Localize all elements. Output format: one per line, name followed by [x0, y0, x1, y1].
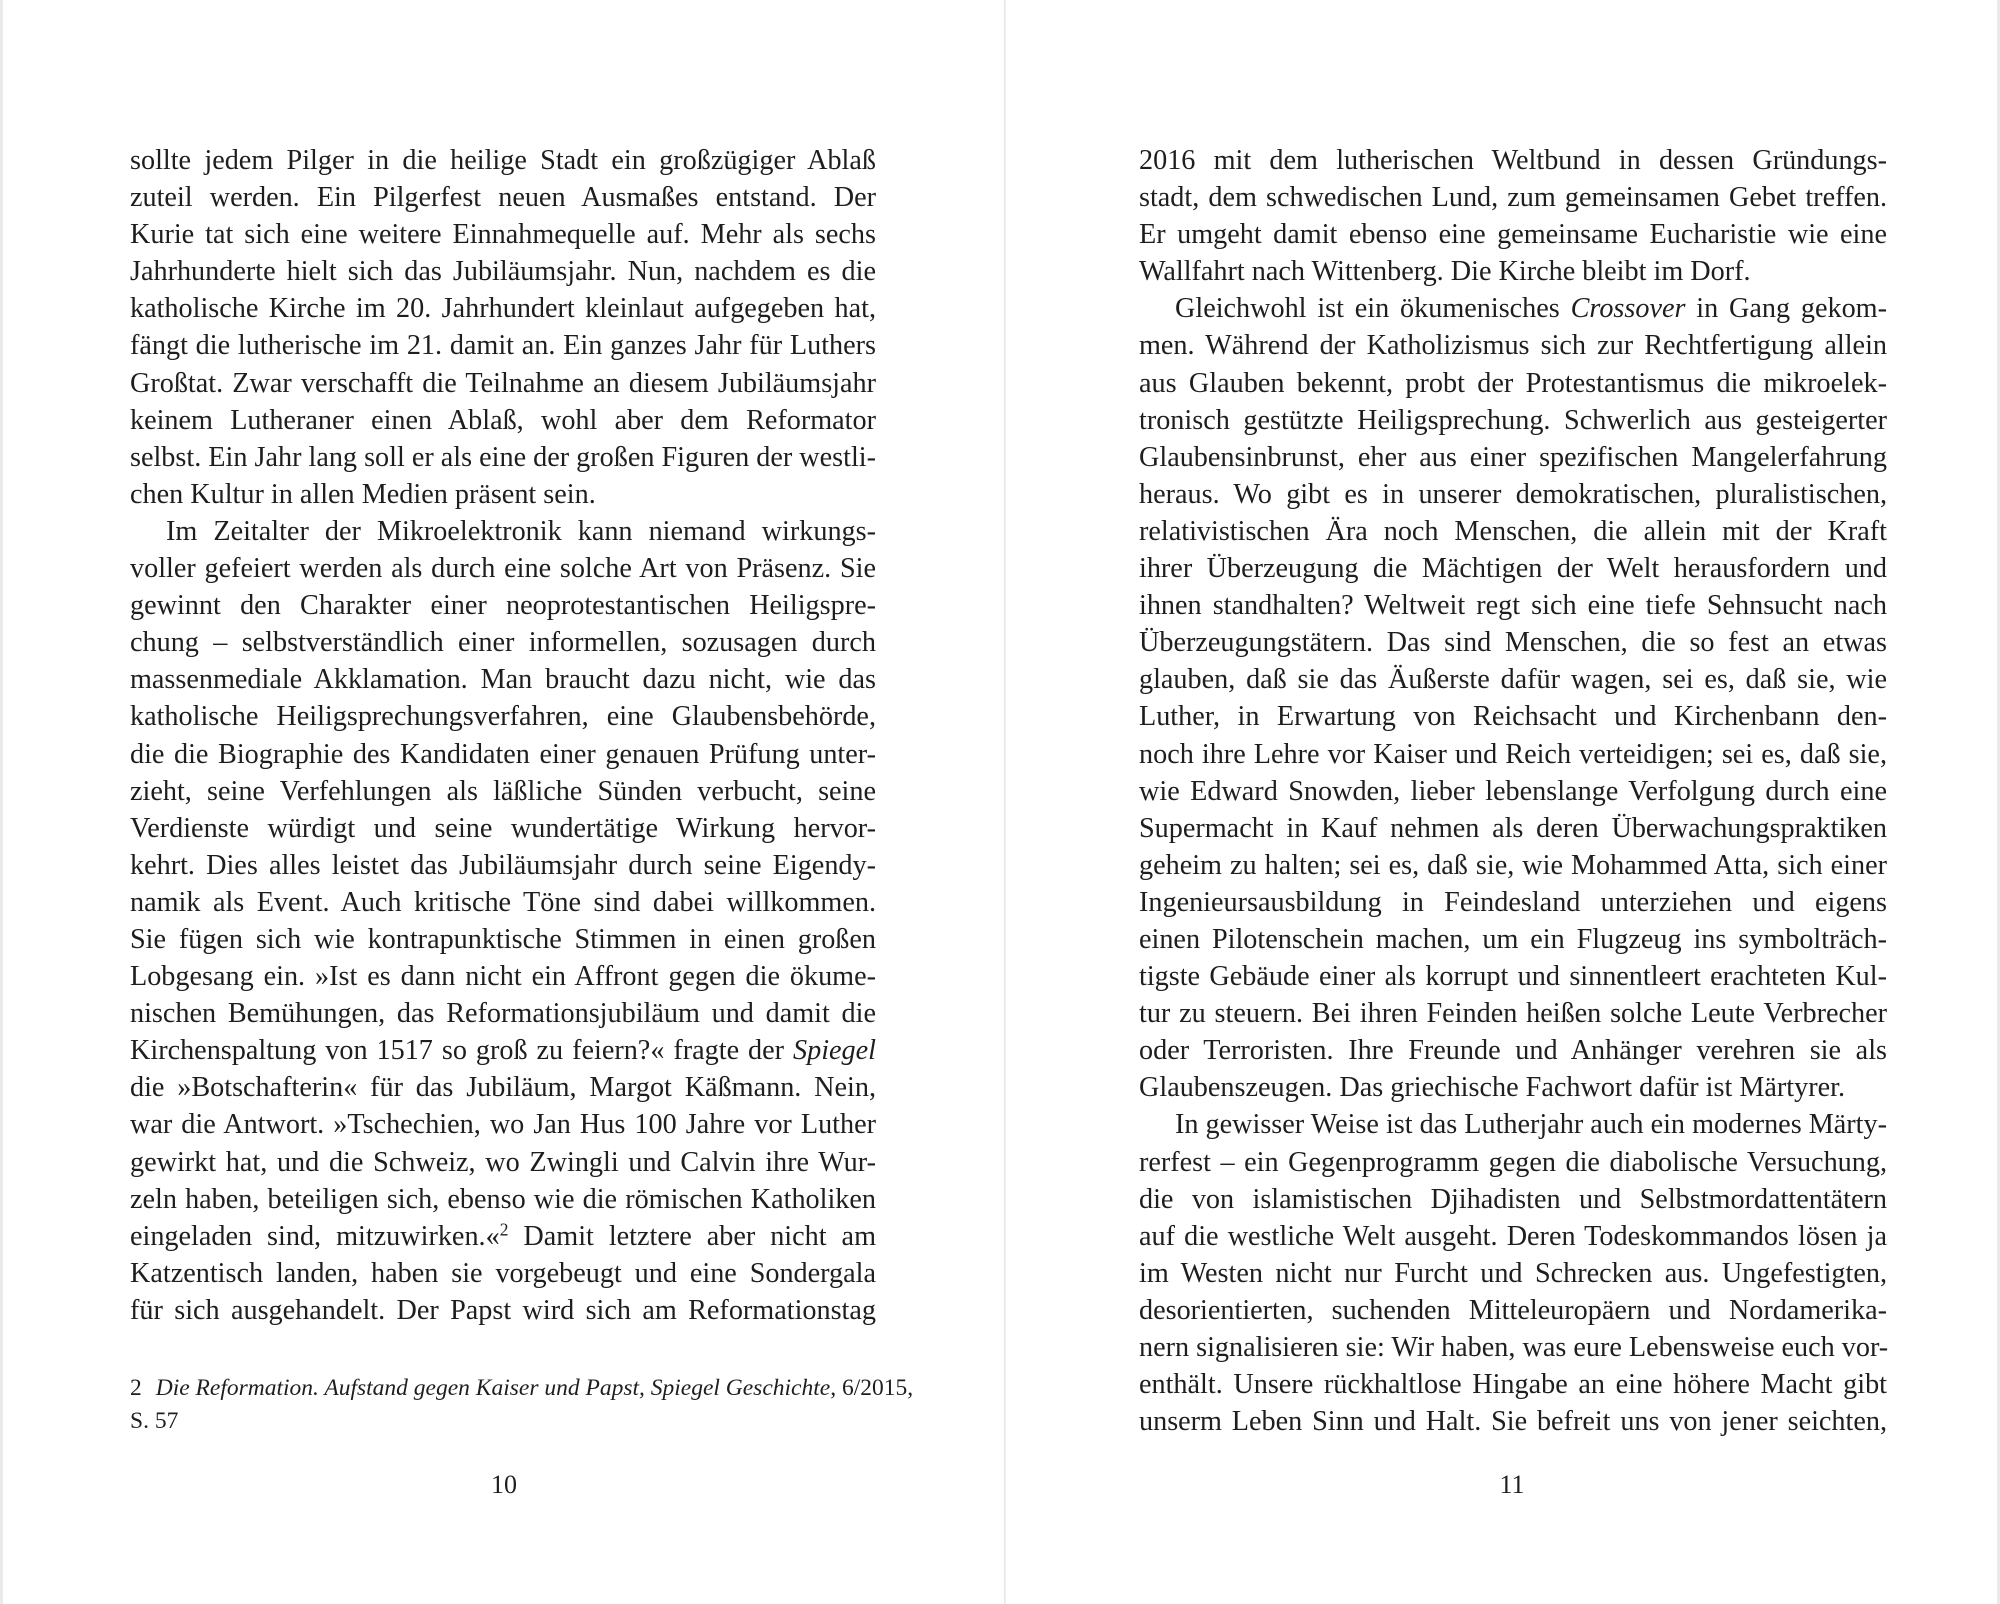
text-line: Großtat. Zwar verschafft die Teilnahme an diesem Jubiläumsjahr [130, 367, 876, 399]
text-line: Lobgesang ein. »Ist es dann nicht ein Affront gegen die ökume- [130, 961, 876, 993]
text-line: Luther, in Erwartung von Reichsacht und Kirchenbann den- [1139, 701, 1887, 733]
text-line: geheim zu halten; sei es, daß sie, wie Mohammed Atta, sich einer [1139, 849, 1887, 881]
left-page-body [130, 142, 876, 1329]
footnote-line: S. 57 [130, 1408, 179, 1434]
footnote-reference: 2 [499, 1219, 509, 1240]
footnote-text: , 6/2015, [830, 1375, 914, 1401]
italic-run: Spiegel [793, 1035, 876, 1067]
text-line: nischen Bemühungen, das Reformationsjubiläum und damit die [130, 998, 876, 1030]
text-line: Kurie tat sich eine weitere Einnahmequelle auf. Mehr als sechs [130, 219, 876, 251]
text-line: war die Antwort. »Tschechien, wo Jan Hus 100 Jahre vor Luther [130, 1109, 876, 1141]
text-line: Wallfahrt nach Wittenberg. Die Kirche bleibt im Dorf. [1139, 256, 1751, 288]
text-line: die die Biographie des Kandidaten einer genauen Prüfung unter- [130, 738, 876, 770]
text-line: auf die westliche Welt ausgeht. Deren Todeskommandos lösen ja [1139, 1220, 1887, 1252]
text-line: noch ihre Lehre vor Kaiser und Reich verteidigen; sei es, daß sie, [1139, 738, 1887, 770]
text-line: voller gefeiert werden als durch eine solche Art von Präsenz. Sie [130, 553, 876, 585]
text-line: relativistischen Ära noch Menschen, die allein mit der Kraft [1139, 515, 1887, 547]
text-line: fängt die lutherische im 21. damit an. Ein ganzes Jahr für Luthers [130, 330, 876, 362]
text-line: ihnen standhalten? Weltweit regt sich eine tiefe Sehnsucht nach [1139, 590, 1887, 622]
footnote [130, 1372, 914, 1438]
text-line: katholische Heiligsprechungsverfahren, eine Glaubensbehörde, [130, 701, 876, 733]
text-line: Im Zeitalter der Mikroelektronik kann niemand wirkungs- [166, 515, 876, 547]
text-line: namik als Event. Auch kritische Töne sind dabei willkommen. [130, 886, 876, 918]
text-line: chung – selbstverständlich einer informellen, sozusagen durch [130, 627, 876, 659]
text-line: ihrer Überzeugung die Mächtigen der Welt herausfordern und [1139, 553, 1887, 585]
text-line: massenmediale Akklamation. Man braucht dazu nicht, wie das [130, 664, 876, 696]
text-line: Glaubenszeugen. Das griechische Fachwort dafür ist Märtyrer. [1139, 1072, 1846, 1104]
text-line: selbst. Ein Jahr lang soll er als eine der großen Figuren der westli- [130, 441, 876, 473]
text-line: wie Edward Snowden, lieber lebenslange Verfolgung durch eine [1139, 775, 1887, 807]
right-page [1006, 0, 2000, 1604]
text-line: die von islamistischen Djihadisten und Selbstmordattentätern [1139, 1183, 1887, 1215]
text-line: unserm Leben Sinn und Halt. Sie befreit uns von jener seichten, [1139, 1406, 1887, 1438]
text-line: einen Pilotenschein machen, um ein Flugzeug ins symbolträch- [1139, 923, 1887, 955]
text-line: Überzeugungstätern. Das sind Menschen, die so fest an etwas [1139, 627, 1887, 659]
text-line: Glaubensinbrunst, eher aus einer spezifischen Mangelerfahrung [1139, 441, 1887, 473]
footnote-title: Die Reformation. Aufstand gegen Kaiser und Papst, Spiegel Geschichte [155, 1375, 831, 1401]
text-line: keinem Lutheraner einen Ablaß, wohl aber dem Reformator [130, 404, 876, 436]
text-line: Sie fügen sich wie kontrapunktische Stimmen in einen großen [130, 923, 876, 955]
text-line [130, 1218, 876, 1255]
text-line: Er umgeht damit ebenso eine gemeinsame Eucharistie wie eine [1139, 219, 1887, 251]
text-line [1139, 290, 1887, 327]
text-run: Gleichwohl ist ein ökumenisches [1175, 293, 1571, 325]
text-line: für sich ausgehandelt. Der Papst wird sich am Reformationstag [130, 1294, 876, 1326]
text-line: enthält. Unsere rückhaltlose Hingabe an eine höhere Macht gibt [1139, 1369, 1887, 1401]
text-run: eingeladen sind, mitzuwirken.« [130, 1220, 500, 1252]
text-line: tronisch gestützte Heiligsprechung. Schwerlich aus gesteigerter [1139, 404, 1887, 436]
footnote-line [130, 1372, 914, 1405]
text-line: gewirkt hat, und die Schweiz, wo Zwingli und Calvin ihre Wur- [130, 1146, 876, 1178]
text-line: tur zu steuern. Bei ihren Feinden heißen solche Leute Verbrecher [1139, 998, 1887, 1030]
text-line: aus Glauben bekennt, probt der Protestantismus die mikroelek- [1139, 367, 1887, 399]
text-line: kehrt. Dies alles leistet das Jubiläumsjahr durch seine Eigendy- [130, 849, 876, 881]
text-run: in Gang gekom- [1685, 293, 1887, 325]
text-line: zuteil werden. Ein Pilgerfest neuen Ausmaßes entstand. Der [130, 182, 876, 214]
text-line: heraus. Wo gibt es in unserer demokratischen, pluralistischen, [1139, 478, 1887, 510]
text-line: Supermacht in Kauf nehmen als deren Überwachungspraktiken [1139, 812, 1887, 844]
text-line: tigste Gebäude einer als korrupt und sinnentleert erachteten Kul- [1139, 961, 1887, 993]
text-line: glauben, daß sie das Äußerste dafür wagen, sei es, daß sie, wie [1139, 664, 1887, 696]
text-line: stadt, dem schwedischen Lund, zum gemeinsamen Gebet treffen. [1139, 182, 1887, 214]
text-line: men. Während der Katholizismus sich zur Rechtfertigung allein [1139, 330, 1887, 362]
italic-run: Crossover [1570, 293, 1686, 325]
text-line: gewinnt den Charakter einer neoprotestantischen Heiligspre- [130, 590, 876, 622]
text-line: die »Botschafterin« für das Jubiläum, Margot Käßmann. Nein, [130, 1072, 876, 1104]
text-line: Verdienste würdigt und seine wundertätige Wirkung hervor- [130, 812, 876, 844]
text-line: im Westen nicht nur Furcht und Schrecken aus. Ungefestigten, [1139, 1257, 1887, 1289]
text-line: katholische Kirche im 20. Jahrhundert kleinlaut aufgegeben hat, [130, 293, 876, 325]
footnote-number: 2 [130, 1375, 142, 1401]
text-line: sollte jedem Pilger in die heilige Stadt ein großzügiger Ablaß [130, 145, 876, 176]
text-line: In gewisser Weise ist das Lutherjahr auch ein modernes Märty- [1175, 1109, 1887, 1141]
page-number-right: 11 [1499, 1470, 1525, 1499]
text-run: Damit letztere aber nicht am [508, 1220, 876, 1252]
text-line: zieht, seine Verfehlungen als läßliche Sünden verbucht, seine [130, 775, 876, 807]
right-page-body [1139, 142, 1887, 1440]
page-number-left: 10 [491, 1470, 517, 1499]
text-line [130, 1032, 876, 1069]
text-line: chen Kultur in allen Medien präsent sein. [130, 478, 596, 510]
text-line: 2016 mit dem lutherischen Weltbund in dessen Gründungs- [1139, 145, 1887, 176]
text-run: Kirchenspaltung von 1517 so groß zu feiern?« fragte der [130, 1035, 794, 1067]
text-line: Ingenieursausbildung in Feindesland unterziehen und eigens [1139, 886, 1887, 918]
text-line: desorientierten, suchenden Mitteleuropäern und Nordamerika- [1139, 1294, 1887, 1326]
text-line: oder Terroristen. Ihre Freunde und Anhänger verehren sie als [1139, 1035, 1887, 1067]
text-line: Katzentisch landen, haben sie vorgebeugt und eine Sondergala [130, 1257, 876, 1289]
text-line: Jahrhunderte hielt sich das Jubiläumsjahr. Nun, nachdem es die [130, 256, 876, 288]
text-line: rerfest – ein Gegenprogramm gegen die diabolische Versuchung, [1139, 1146, 1887, 1178]
text-line: zeln haben, beteiligen sich, ebenso wie die römischen Katholiken [130, 1183, 876, 1215]
text-line: nern signalisieren sie: Wir haben, was eure Lebensweise euch vor- [1139, 1332, 1889, 1363]
